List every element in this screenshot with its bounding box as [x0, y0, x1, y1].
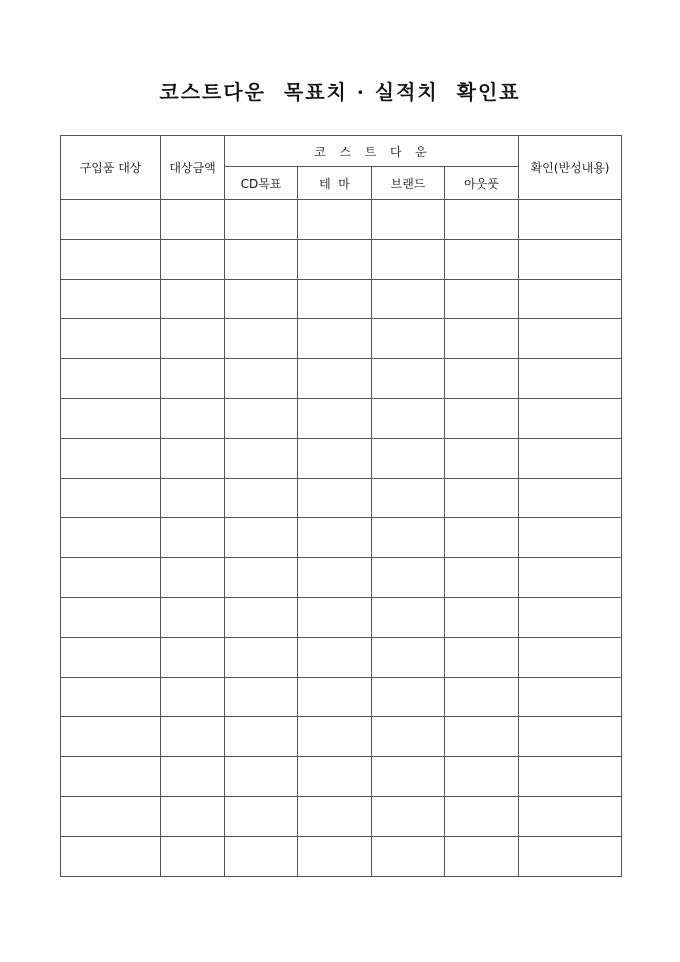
- table-cell: [372, 637, 445, 677]
- table-cell: [445, 398, 519, 438]
- table-cell: [161, 438, 225, 478]
- table-cell: [445, 637, 519, 677]
- table-cell: [225, 279, 298, 319]
- table-row: [61, 558, 622, 598]
- header-brand: 브랜드: [372, 167, 445, 200]
- table-row: [61, 597, 622, 637]
- table-cell: [161, 677, 225, 717]
- table-row: [61, 717, 622, 757]
- table-cell: [61, 637, 161, 677]
- table-cell: [445, 558, 519, 598]
- table-cell: [372, 279, 445, 319]
- table-cell: [298, 398, 372, 438]
- table-cell: [445, 239, 519, 279]
- table-cell: [161, 279, 225, 319]
- table-cell: [519, 637, 622, 677]
- table-cell: [372, 478, 445, 518]
- table-cell: [519, 200, 622, 240]
- table-cell: [161, 398, 225, 438]
- table-cell: [519, 279, 622, 319]
- table-row: [61, 398, 622, 438]
- table-cell: [298, 518, 372, 558]
- table-cell: [372, 200, 445, 240]
- table-cell: [298, 279, 372, 319]
- table-cell: [225, 200, 298, 240]
- table-cell: [61, 597, 161, 637]
- header-theme: 테 마: [298, 167, 372, 200]
- table-row: [61, 438, 622, 478]
- header-target-amount: 대상금액: [161, 136, 225, 200]
- table-cell: [225, 398, 298, 438]
- table-cell: [519, 597, 622, 637]
- table-cell: [519, 319, 622, 359]
- table-cell: [445, 438, 519, 478]
- table-cell: [61, 518, 161, 558]
- table-cell: [161, 359, 225, 399]
- table-cell: [225, 796, 298, 836]
- table-cell: [445, 757, 519, 797]
- table-cell: [519, 836, 622, 876]
- table-cell: [225, 239, 298, 279]
- table-cell: [298, 239, 372, 279]
- table-cell: [225, 478, 298, 518]
- table-cell: [61, 757, 161, 797]
- table-cell: [61, 359, 161, 399]
- table-body: [61, 200, 622, 877]
- table-cell: [519, 239, 622, 279]
- table-cell: [61, 319, 161, 359]
- table-cell: [61, 398, 161, 438]
- table-row: [61, 200, 622, 240]
- header-purchase-target: 구입품 대상: [61, 136, 161, 200]
- table-row: [61, 677, 622, 717]
- table-row: [61, 279, 622, 319]
- table-cell: [298, 478, 372, 518]
- table-cell: [445, 279, 519, 319]
- table-cell: [225, 359, 298, 399]
- table-cell: [298, 796, 372, 836]
- table-cell: [298, 677, 372, 717]
- table-cell: [61, 279, 161, 319]
- table-row: [61, 319, 622, 359]
- table-cell: [61, 478, 161, 518]
- table-cell: [445, 200, 519, 240]
- table-row: [61, 637, 622, 677]
- table-cell: [372, 359, 445, 399]
- table-cell: [61, 717, 161, 757]
- table-cell: [225, 518, 298, 558]
- table-row: [61, 478, 622, 518]
- table-cell: [61, 239, 161, 279]
- table-cell: [161, 757, 225, 797]
- table-cell: [519, 438, 622, 478]
- table-cell: [225, 438, 298, 478]
- table-cell: [298, 717, 372, 757]
- table-cell: [372, 597, 445, 637]
- table-cell: [61, 677, 161, 717]
- table-row: [61, 796, 622, 836]
- table-cell: [225, 717, 298, 757]
- table-cell: [372, 677, 445, 717]
- header-confirm: 확인(반성내용): [519, 136, 622, 200]
- header-cd-target: CD목표: [225, 167, 298, 200]
- table-cell: [61, 558, 161, 598]
- table-cell: [519, 478, 622, 518]
- table-cell: [445, 518, 519, 558]
- table-cell: [298, 836, 372, 876]
- table-row: [61, 836, 622, 876]
- table-row: [61, 359, 622, 399]
- table-cell: [445, 796, 519, 836]
- table-cell: [372, 796, 445, 836]
- table-cell: [61, 200, 161, 240]
- table-cell: [519, 518, 622, 558]
- table-cell: [519, 757, 622, 797]
- table-cell: [445, 836, 519, 876]
- table-cell: [519, 558, 622, 598]
- table-cell: [225, 319, 298, 359]
- table-cell: [161, 558, 225, 598]
- table-cell: [161, 200, 225, 240]
- table-cell: [372, 836, 445, 876]
- table-cell: [372, 239, 445, 279]
- table-cell: [225, 677, 298, 717]
- table-cell: [372, 757, 445, 797]
- table-cell: [519, 398, 622, 438]
- table-row: [61, 239, 622, 279]
- table-cell: [225, 836, 298, 876]
- table-cell: [61, 836, 161, 876]
- table-cell: [445, 597, 519, 637]
- table-row: [61, 518, 622, 558]
- cost-down-table: [60, 135, 622, 877]
- table-cell: [519, 717, 622, 757]
- table-cell: [372, 518, 445, 558]
- table-cell: [372, 398, 445, 438]
- table-cell: [61, 438, 161, 478]
- table-cell: [372, 558, 445, 598]
- table-cell: [298, 637, 372, 677]
- table-cell: [298, 597, 372, 637]
- table-cell: [519, 359, 622, 399]
- table-cell: [445, 478, 519, 518]
- table-cell: [372, 319, 445, 359]
- table-cell: [372, 717, 445, 757]
- table-cell: [298, 359, 372, 399]
- table-cell: [225, 637, 298, 677]
- table-cell: [61, 796, 161, 836]
- table-cell: [445, 677, 519, 717]
- table-cell: [445, 359, 519, 399]
- table-cell: [298, 558, 372, 598]
- table-cell: [519, 796, 622, 836]
- table-cell: [225, 757, 298, 797]
- table-cell: [519, 677, 622, 717]
- table-cell: [225, 597, 298, 637]
- header-row-1: [61, 136, 622, 167]
- table-cell: [161, 478, 225, 518]
- page-title: 코스트다운 목표치 · 실적치 확인표: [159, 80, 521, 104]
- table-cell: [298, 200, 372, 240]
- table-row: [61, 757, 622, 797]
- table-cell: [298, 438, 372, 478]
- table-cell: [298, 757, 372, 797]
- header-output: 아웃풋: [445, 167, 519, 200]
- table-cell: [445, 717, 519, 757]
- table-cell: [161, 717, 225, 757]
- table-cell: [161, 637, 225, 677]
- table-cell: [225, 558, 298, 598]
- table-cell: [372, 438, 445, 478]
- table-cell: [298, 319, 372, 359]
- table-cell: [445, 319, 519, 359]
- table-cell: [161, 836, 225, 876]
- table-cell: [161, 319, 225, 359]
- table-cell: [161, 597, 225, 637]
- table-cell: [161, 796, 225, 836]
- table-cell: [161, 239, 225, 279]
- table-cell: [161, 518, 225, 558]
- header-cost-down: 코 스 트 다 운: [225, 136, 519, 167]
